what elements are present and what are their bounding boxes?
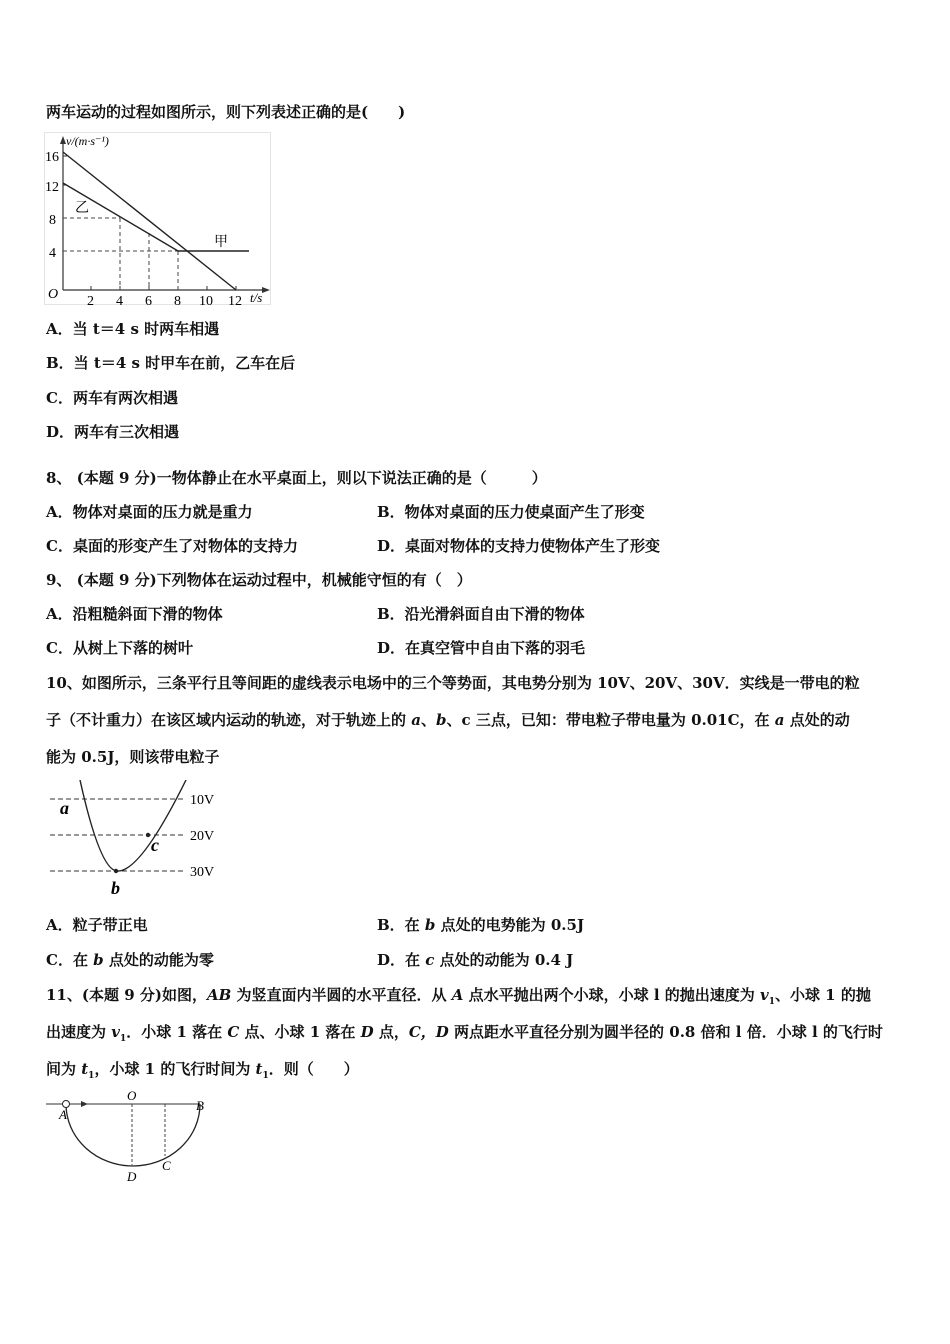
x-tick-label: 10 <box>199 294 213 309</box>
option-text: C．在 <box>46 951 94 969</box>
q10-text: 、c 三点，已知：带电粒子带电量为 0.01C，在 <box>446 711 775 729</box>
var-t: t <box>255 1060 263 1078</box>
q11-text: 11、(本题 9 分)如图， <box>46 986 207 1004</box>
q9-option-b: B．沿光滑斜面自由下滑的物体 <box>377 605 585 623</box>
subscript: 1 <box>768 997 775 1007</box>
label-a: A <box>59 1107 67 1122</box>
q10-option-a: A．粒子带正电 <box>46 916 148 934</box>
x-tick-label: 2 <box>87 294 94 309</box>
var-b: b <box>93 951 104 969</box>
var-ab: AB <box>206 986 232 1004</box>
x-tick-label: 8 <box>174 294 181 309</box>
q7-option-b: B．当 t＝4 s 时甲车在前，乙车在后 <box>46 354 296 372</box>
option-text: 点处的动能为零 <box>103 951 214 969</box>
var-c: c <box>425 951 435 969</box>
q7-option-a: A．当 t＝4 s 时两车相遇 <box>46 320 220 338</box>
y-tick-label: 12 <box>45 180 59 195</box>
q10-option-b <box>377 915 584 935</box>
q10-option-d <box>377 950 573 970</box>
label-o: O <box>127 1090 137 1103</box>
var-cd: C，D <box>408 1023 449 1041</box>
q11-text: 点， <box>373 1023 409 1041</box>
label-b: b <box>111 878 120 898</box>
q10-equipotential-figure <box>44 780 234 898</box>
q11-stem-line2 <box>46 1022 883 1049</box>
label-10v: 10V <box>190 793 215 808</box>
q8-option-c: C．桌面的形变产生了对物体的支持力 <box>46 537 298 555</box>
q7-stem: 两车运动的过程如图所示，则下列表述正确的是( ) <box>46 103 406 121</box>
q11-text: ．则（ ） <box>268 1060 359 1078</box>
q11-text: 出速度为 <box>46 1023 112 1041</box>
option-text: D．在 <box>377 951 426 969</box>
q10-stem-line2 <box>46 710 850 730</box>
trajectory <box>80 780 186 871</box>
option-text: 点处的动能为 0.4 J <box>434 951 574 969</box>
q11-text: 为竖直面内半圆的水平直径．从 <box>231 986 452 1004</box>
y-tick-label: 16 <box>45 150 59 165</box>
label-c: C <box>162 1158 171 1173</box>
var-v: v <box>111 1023 120 1041</box>
q9-stem: 9、 (本题 9 分)下列物体在运动过程中，机械能守恒的有（ ） <box>46 571 472 589</box>
q10-text: 点处的动 <box>784 711 850 729</box>
x-axis-label: t/s <box>250 290 263 305</box>
q11-text: 两点距水平直径分别为圆半径的 0.8 倍和 l 倍．小球 l 的飞行时 <box>448 1023 883 1041</box>
var-a: a <box>774 711 785 729</box>
var-t: t <box>81 1060 89 1078</box>
subscript: 1 <box>262 1071 269 1081</box>
q8-option-a: A．物体对桌面的压力就是重力 <box>46 503 253 521</box>
q11-text: 点、小球 1 落在 <box>239 1023 361 1041</box>
var-a: a <box>411 711 421 729</box>
q8-stem: 8、 (本题 9 分)一物体静止在水平桌面上，则以下说法正确的是（ ） <box>46 469 547 487</box>
q10-text: 、 <box>420 711 436 729</box>
label-d: D <box>127 1169 137 1184</box>
q11-stem-line3 <box>46 1059 359 1086</box>
q10-option-c <box>46 950 214 970</box>
q11-text: 点水平抛出两个小球，小球 l 的抛出速度为 <box>463 986 760 1004</box>
option-text: 点处的电势能为 0.5J <box>435 916 585 934</box>
q7-option-d: D．两车有三次相遇 <box>46 423 180 441</box>
q8-option-b: B．物体对桌面的压力使桌面产生了形变 <box>377 503 645 521</box>
x-tick-label: 12 <box>228 294 242 309</box>
subscript: 1 <box>119 1034 127 1044</box>
y-tick-label: 8 <box>49 213 56 228</box>
var-d: D <box>360 1023 374 1041</box>
label-c: c <box>151 835 159 855</box>
q11-stem-line1 <box>46 985 871 1012</box>
point-b <box>114 869 118 873</box>
label-jia: 甲 <box>214 235 228 250</box>
q11-text: ，小球 1 的飞行时间为 <box>94 1060 256 1078</box>
q10-stem-line1: 10、如图所示，三条平行且等间距的虚线表示电场中的三个等势面，其电势分别为 10V、20V、30V．实线是一带电的粒 <box>46 674 860 692</box>
q8-option-d: D．桌面对物体的支持力使物体产生了形变 <box>377 537 661 555</box>
q9-option-c: C．从树上下落的树叶 <box>46 639 193 657</box>
x-tick-label: 6 <box>145 294 152 309</box>
option-text: B．在 <box>377 916 425 934</box>
q10-stem-line3: 能为 0.5J，则该带电粒子 <box>46 748 220 766</box>
q7-option-c: C．两车有两次相遇 <box>46 389 178 407</box>
label-a: a <box>60 798 69 818</box>
q11-text: 间为 <box>46 1060 82 1078</box>
var-a: A <box>451 986 464 1004</box>
q11-semicircle-figure <box>44 1090 214 1186</box>
semicircle <box>66 1104 200 1166</box>
x-axis-arrow-icon <box>262 287 270 293</box>
y-tick-label: 4 <box>49 246 56 261</box>
var-c: C <box>227 1023 240 1041</box>
label-30v: 30V <box>190 865 215 880</box>
var-b: b <box>424 916 436 934</box>
q7-vt-graph <box>44 132 276 312</box>
var-v: v <box>759 986 769 1004</box>
velocity-arrow-icon <box>81 1101 88 1107</box>
label-b: B <box>196 1098 204 1113</box>
origin-label: O <box>48 287 59 302</box>
x-tick-label: 4 <box>116 294 123 309</box>
label-yi: 乙 <box>75 201 89 216</box>
q11-text: 、小球 1 的抛 <box>774 986 871 1004</box>
q10-text: 子（不计重力）在该区域内运动的轨迹，对于轨迹上的 <box>46 711 412 729</box>
q9-option-a: A．沿粗糙斜面下滑的物体 <box>46 605 223 623</box>
q9-option-d: D．在真空管中自由下落的羽毛 <box>377 639 586 657</box>
point-c <box>146 833 150 837</box>
y-axis-label: v/(m·s⁻¹) <box>66 134 109 148</box>
label-20v: 20V <box>190 829 215 844</box>
var-b: b <box>435 711 447 729</box>
subscript: 1 <box>88 1071 95 1081</box>
q11-text: ．小球 1 落在 <box>126 1023 228 1041</box>
